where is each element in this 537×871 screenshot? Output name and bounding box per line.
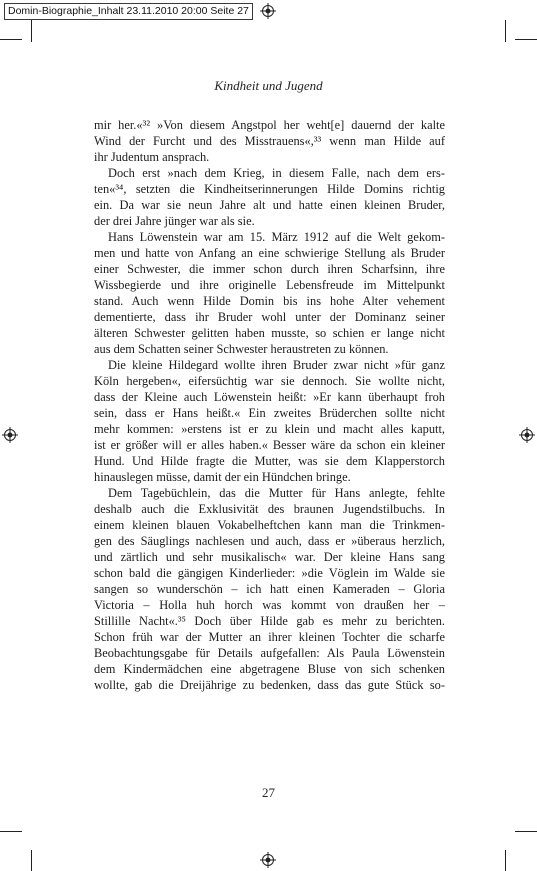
text-line: älteren Schwester gelitten haben musste, so schien er lange nicht [94, 326, 445, 340]
text-line: Hund. Und Hilde fragte die Mutter, was sie dem Klapperstorch [94, 454, 445, 468]
running-head: Kindheit und Jugend [214, 78, 323, 93]
page-number: 27 [262, 785, 275, 800]
text-line: deshalb auch die Exklusivität des braunen Jugendstilbuchs. In [94, 502, 445, 516]
text-line: Schon früh war der Mutter an ihrer kleinen Tochter die scharfe [94, 630, 445, 644]
printer-slug: Domin-Biographie_Inhalt 23.11.2010 20:00 Seite 27 [4, 3, 253, 20]
text-line: Stillille Nacht«.³⁵ Doch über Hilde gab es mehr zu berichten. [94, 614, 445, 628]
crop-mark-top-right-h [515, 39, 537, 40]
crop-mark-bottom-right-h [515, 831, 537, 832]
text-line: gen des Säuglings nachlesen und auch, dass er »überaus herzlich, [94, 534, 445, 548]
registration-mark-bottom-icon [260, 852, 276, 868]
text-line: Hans Löwenstein war am 15. März 1912 auf die Welt gekom- [108, 230, 445, 244]
body-text [94, 117, 445, 693]
text-line: Victoria – Holla huh horch was kommt von draußen her – [94, 598, 445, 612]
text-line: men und hatte von Anfang an eine schwierige Stellung als Bruder [94, 246, 445, 260]
text-line: stand. Auch wenn Hilde Domin bis ins hohe Alter vehement [94, 294, 445, 308]
text-line: ist er größer will er alles haben.« Besser wäre da schon ein kleiner [94, 438, 445, 452]
text-line: sein, dass er Hans heißt.« Ein zweites Brüderchen sollte nicht [94, 406, 445, 420]
text-line: Köln hergeben«, eifersüchtig war sie dennoch. Sie wollte nicht, [94, 374, 445, 388]
crop-mark-bottom-left-v [31, 850, 32, 871]
text-line: Doch erst »nach dem Krieg, in diesem Falle, nach dem ers- [108, 166, 445, 180]
text-line: ten«³⁴, setzten die Kindheitserinnerungen Hilde Domins richtig [94, 182, 445, 196]
text-line: mir her.«³² »Von diesem Angstpol her weht[e] dauernd der kalte [94, 118, 445, 132]
text-line: Die kleine Hildegard wollte ihren Bruder zwar nicht »für ganz [108, 358, 445, 372]
text-line: und zärtlich und sehr musikalisch« war. Der kleine Hans sang [94, 550, 445, 564]
crop-mark-bottom-right-v [505, 850, 506, 871]
text-line: aus dem Schatten seiner Schwester heraustreten zu können. [94, 342, 389, 356]
crop-mark-bottom-left-h [0, 831, 22, 832]
text-line: ein. Da war sie neun Jahre alt und hatte einen kleinen Bruder, [94, 198, 445, 212]
text-line: einer Schwester, die immer schon durch ihren Scharfsinn, ihre [94, 262, 445, 276]
text-line: sangen so wunderschön – ich hatt einen Kameraden – Gloria [94, 582, 445, 596]
crop-mark-top-right-v [505, 20, 506, 42]
registration-mark-top-icon [260, 3, 276, 19]
registration-mark-left-icon [2, 427, 18, 443]
text-line: wollte, gab die Dreijährige zu bedenken, dass das gute Stück so- [94, 678, 445, 692]
text-line: einem kleinen blauen Vokabelheftchen kann man die Trinkmen- [94, 518, 445, 532]
text-line: Beobachtungsgabe für Details aufgefallen: Als Paula Löwenstein [94, 646, 445, 660]
text-line: Dem Tagebüchlein, das die Mutter für Hans anlegte, fehlte [108, 486, 445, 500]
crop-mark-top-left-v [31, 20, 32, 42]
text-line: der drei Jahre jünger war als sie. [94, 214, 255, 228]
crop-mark-top-left-h [0, 39, 22, 40]
text-line: schon bald die gängigen Kinderlieder: »die Vöglein im Walde sie [94, 566, 445, 580]
registration-mark-right-icon [519, 427, 535, 443]
text-line: mehr kommen: »erstens ist er zu klein und macht alles kaputt, [94, 422, 445, 436]
text-line: Wind der Furcht und des Misstrauens«,³³ wenn man Hilde auf [94, 134, 445, 148]
text-line: dem Kindermädchen eine abgetragene Bluse von sich schenken [94, 662, 445, 676]
text-line: hinauslegen müsse, damit der ein Hündchen bringe. [94, 470, 351, 484]
text-line: dementierte, dass ihr Bruder wohl unter der Dominanz seiner [94, 310, 445, 324]
text-line: Wissbegierde und ihre originelle Lebensfreude im Mittelpunkt [94, 278, 445, 292]
text-line: dass der Kleine auch Löwenstein heißt: »Er kann überhaupt froh [94, 390, 445, 404]
text-line: ihr Judentum ansprach. [94, 150, 210, 164]
